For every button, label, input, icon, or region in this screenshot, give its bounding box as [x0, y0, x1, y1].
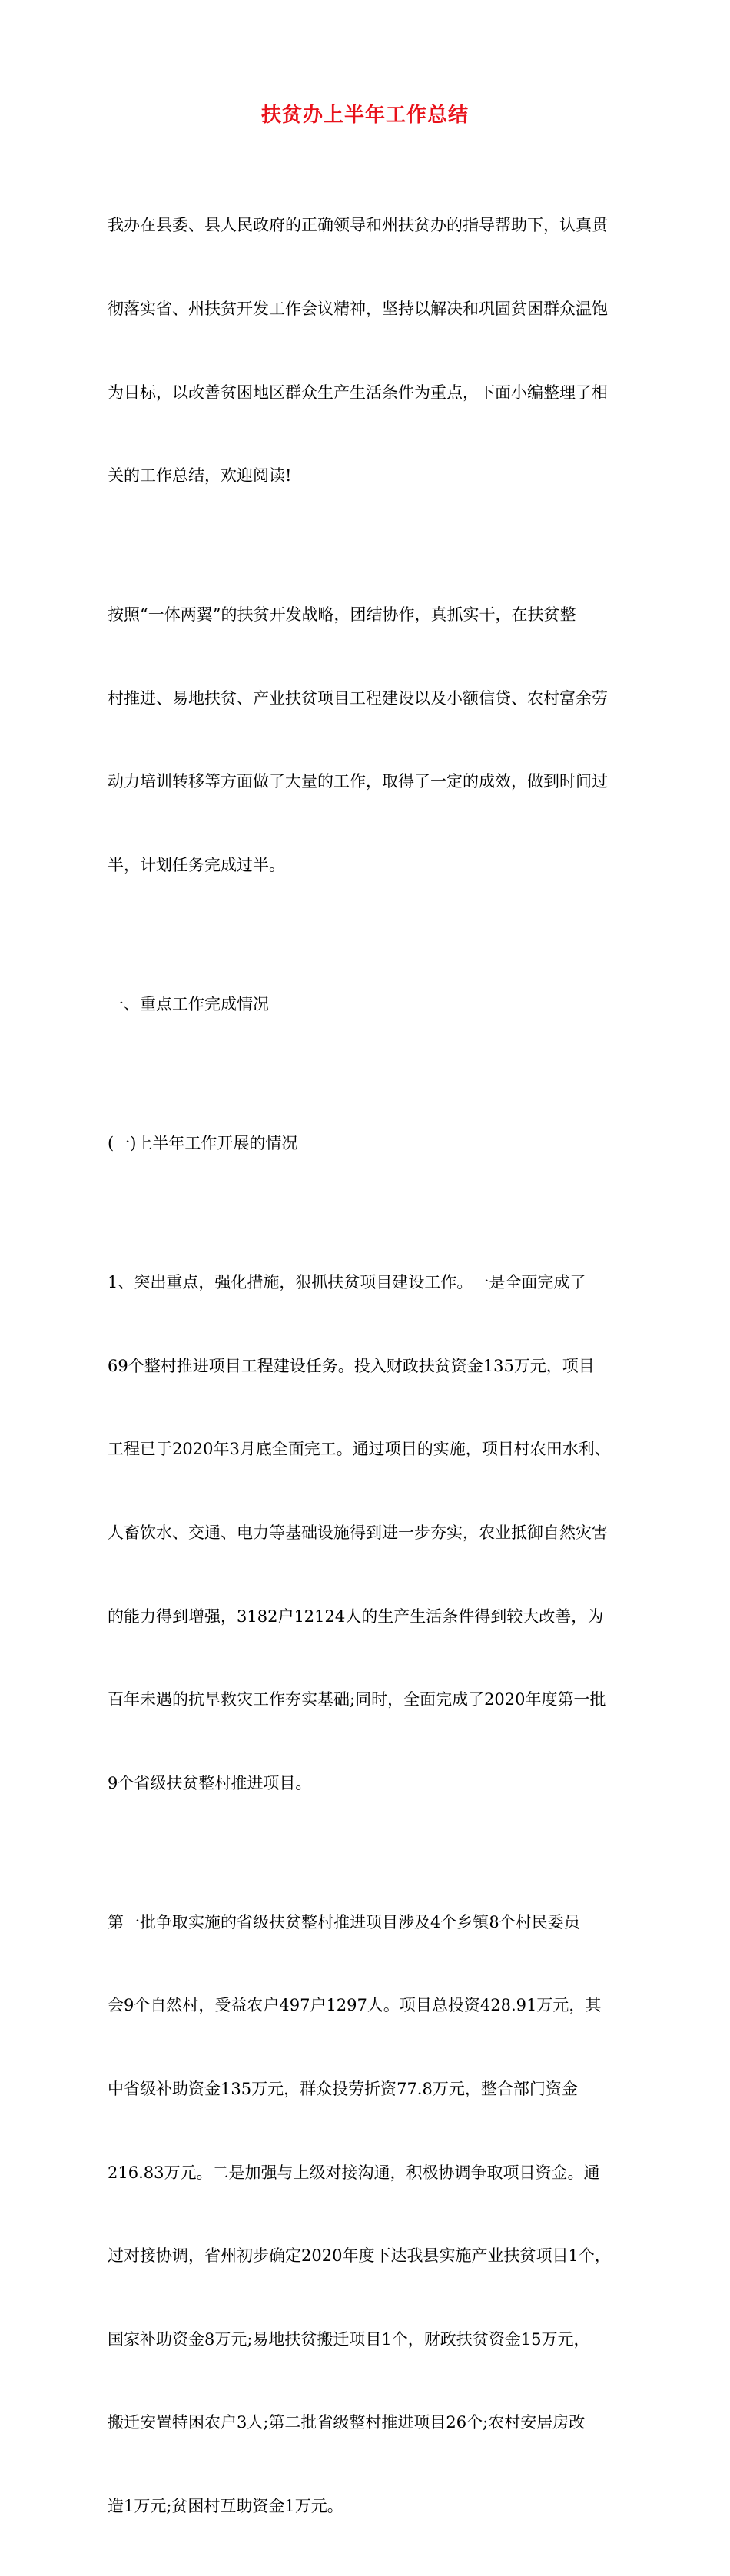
subsection-heading: [108, 1074, 638, 1213]
text-line: 彻落实省、州扶贫开发工作会议精神，坚持以解决和巩固贫困群众温饱: [108, 300, 608, 319]
text-line: 过对接协调，省州初步确定2020年度下达我县实施产业扶贫项目1个，: [108, 2246, 611, 2266]
text-line: 半，计划任务完成过半。: [108, 856, 285, 875]
text-line: 搬迁安置特困农户3人;第二批省级整村推进项目26个;农村安居房改: [108, 2413, 586, 2432]
section-heading: [108, 935, 638, 1074]
text-line: 69个整村推进项目工程建设任务。投入财政扶贫资金135万元，项目: [108, 1356, 595, 1375]
text-line: 村推进、易地扶贫、产业扶贫项目工程建设以及小额信贷、农村富余劳: [108, 688, 608, 708]
paragraph-strategy: [108, 545, 638, 935]
text-line: 第一批争取实施的省级扶贫整村推进项目涉及4个乡镇8个村民委员: [108, 1912, 580, 1931]
text-line: 216.83万元。二是加强与上级对接沟通，积极协调争取项目资金。通: [108, 2163, 600, 2182]
text-line: 人畜饮水、交通、电力等基础设施得到进一步夯实，农业抵御自然灾害: [108, 1523, 608, 1542]
text-line: 工程已于2020年3月底全面完工。通过项目的实施，项目村农田水利、: [108, 1440, 611, 1459]
text-line: 9个省级扶贫整村推进项目。: [108, 1773, 312, 1792]
text-line: 会9个自然村，受益农户497户1297人。项目总投资428.91万元，其: [108, 1996, 602, 2015]
document-body: [108, 156, 638, 2576]
text-line: 国家补助资金8万元;易地扶贫搬迁项目1个，财政扶贫资金15万元，: [108, 2329, 590, 2349]
paragraph-item-1: [108, 1213, 638, 1853]
text-line: 1、突出重点，强化措施，狠抓扶贫项目建设工作。一是全面完成了: [108, 1273, 586, 1292]
text-line: 关的工作总结，欢迎阅读!: [108, 466, 292, 486]
paragraph-provincial-projects: [108, 1852, 638, 2575]
paragraph-intro: [108, 156, 638, 545]
text-line: 中省级补助资金135万元，群众投劳折资77.8万元，整合部门资金: [108, 2080, 578, 2099]
text-line: 动力培训转移等方面做了大量的工作，取得了一定的成效，做到时间过: [108, 772, 608, 791]
text-line: 按照“一体两翼”的扶贫开发战略，团结协作，真抓实干，在扶贫整: [108, 605, 576, 625]
text-line: 一、重点工作完成情况: [108, 995, 269, 1014]
text-line: 造1万元;贫困村互助资金1万元。: [108, 2497, 343, 2516]
text-line: (一)上半年工作开展的情况: [108, 1134, 298, 1153]
text-line: 为目标，以改善贫困地区群众生产生活条件为重点，下面小编整理了相: [108, 383, 608, 402]
text-line: 的能力得到增强，3182户12124人的生产生活条件得到较大改善，为: [108, 1606, 604, 1626]
text-line: 我办在县委、县人民政府的正确领导和州扶贫办的指导帮助下，认真贯: [108, 216, 608, 235]
text-line: 百年未遇的抗旱救灾工作夯实基础;同时，全面完成了2020年度第一批: [108, 1690, 606, 1709]
document-title: 扶贫办上半年工作总结: [260, 104, 469, 127]
